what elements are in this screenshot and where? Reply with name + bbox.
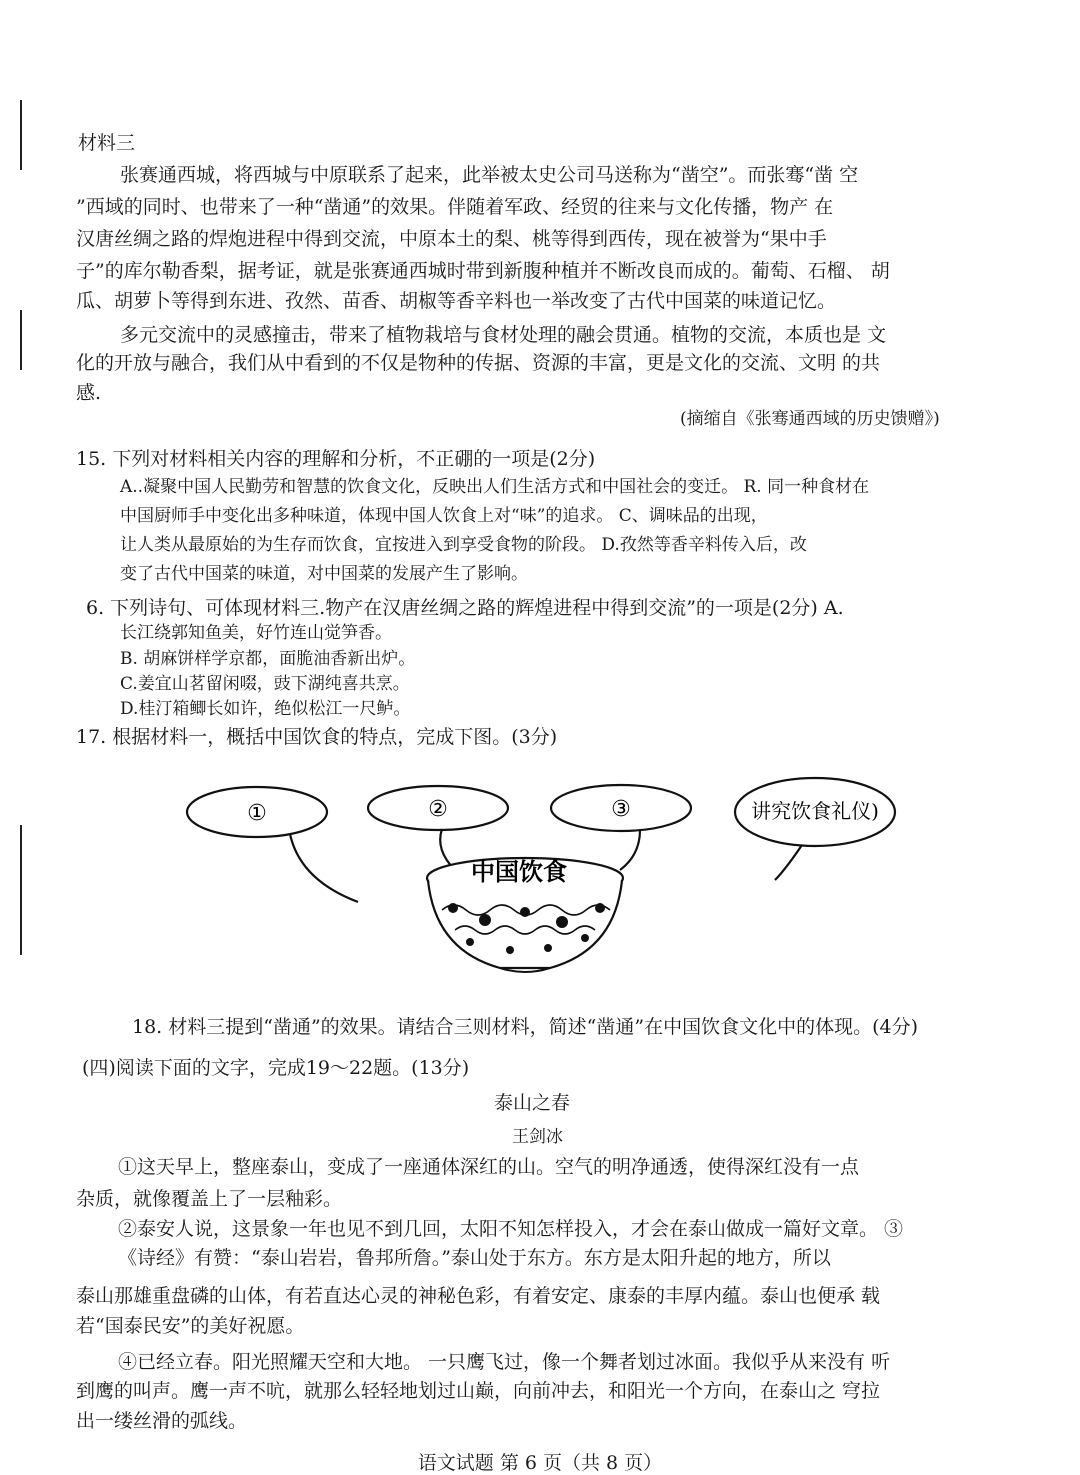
material3-p1-line: 张赛通西城，将西城与中原联系了起来，此举被太史公司马送称为“凿空”。而张骞“凿 空 <box>120 164 859 186</box>
bubble-3-label: ③ <box>611 797 631 822</box>
bowl-icon <box>427 858 623 972</box>
bubble-1 <box>187 787 358 902</box>
material3-source: (摘缩自《张骞通西域的历史馈赠》) <box>680 409 940 429</box>
page-footer: 语文试题 第 6 页（共 8 页） <box>417 1452 663 1474</box>
article-line: 《诗经》有赞：“泰山岩岩，鲁邦所詹。”泰山处于东方。东方是太阳升起的地方，所以 <box>118 1247 831 1269</box>
article-title: 泰山之春 <box>494 1092 571 1114</box>
bowl-label: 中国饮食 <box>471 858 567 886</box>
q15-option-line: 让人类从最原始的为生存而饮食，宜按进入到享受食物的阶段。 D.孜然等香辛料传入后，改 <box>120 535 807 555</box>
q18-stem: 18. 材料三提到“凿通”的效果。请结合三则材料，简述“凿通”在中国饮食文化中的体现。(4分) <box>132 1016 919 1038</box>
material3-p2-line: 化的开放与融合，我们从中看到的不仅是物种的传据、资源的丰富，更是文化的交流、文明 的共 <box>76 352 881 374</box>
article-line: ②泰安人说，这景象一年也见不到几回，太阳不知怎样投入，才会在泰山做成一篇好文章。 ③ <box>118 1218 904 1240</box>
article-line: ④已经立春。阳光照耀天空和大地。 一只鹰飞过，像一个舞者划过冰面。我似乎从来没有 听 <box>118 1351 891 1373</box>
margin-mark <box>20 100 22 170</box>
material3-p1-line: 子”的库尔勒香梨，据考证，就是张赛通西城时带到新腹种植并不断改良而成的。葡萄、石榴、 胡 <box>76 260 890 282</box>
material3-heading: 材料三 <box>78 132 136 154</box>
article-author: 王剑冰 <box>512 1127 563 1147</box>
material3-p1-line: ”西域的同时、也带来了一种“凿通”的效果。伴随着军政、经贸的往来与文化传播，物产 在 <box>76 196 834 218</box>
material3-p1-line: 瓜、胡萝卜等得到东进、孜然、苗香、胡椒等香辛料也一举改变了古代中国菜的味道记忆。 <box>76 290 837 312</box>
bubble-1-label: ① <box>247 801 267 826</box>
bubble-3 <box>551 785 691 870</box>
article-line: 出一缕丝滑的弧线。 <box>76 1410 248 1432</box>
material3-p1-line: 汉唐丝绸之路的焊炮进程中得到交流，中原本土的梨、桃等得到西传，现在被誉为“果中手 <box>76 228 827 250</box>
article-line: 到鹰的叫声。鹰一声不吭，就那么轻轻地划过山巅，向前冲去，和阳光一个方向，在泰山之 穹拉 <box>76 1380 881 1402</box>
section4-stem: (四)阅读下面的文字，完成19～22题。(13分) <box>82 1057 470 1079</box>
q16-option-line: D.桂汀箱鲫长如许，绝似松江一尺鲈。 <box>120 699 411 719</box>
margin-mark <box>20 825 22 955</box>
bubble-4 <box>735 778 895 880</box>
q15-option-line: 中国厨师手中变化出多种味道，体现中国人饮食上对“味”的追求。 C、调味品的出现， <box>120 506 768 526</box>
q16-option-line: B. 胡麻饼样学京都，面脆油香新出炉。 <box>120 649 416 669</box>
article-line: 泰山那雄重盘磷的山体，有若直达心灵的神秘色彩，有着安定、康泰的丰厚内蕴。泰山也便承 载 <box>76 1285 881 1307</box>
article-line: ①这天早上，整座泰山，变成了一座通体深红的山。空气的明净通透，使得深红没有一点 <box>118 1156 860 1178</box>
q16-stem: 6. 下列诗句、可体现材料三.物产在汉唐丝绸之路的辉煌进程中得到交流”的一项是(2分) A. <box>86 597 844 619</box>
q15-option-line: A..凝聚中国人民勤劳和智慧的饮食文化，反映出人们生活方式和中国社会的变迁。 R. 同一种食材在 <box>120 477 870 497</box>
material3-p2-line: 多元交流中的灵感撞击，带来了植物栽培与食材处理的融会贯通。植物的交流，本质也是 文 <box>120 324 887 346</box>
q16-option-line: 长江绕郭知鱼美，好竹连山觉笋香。 <box>120 623 392 643</box>
q15-stem: 15. 下列对材料相关内容的理解和分析，不正硼的一项是(2分) <box>76 448 596 470</box>
q15-option-line: 变了古代中国菜的味道，对中国菜的发展产生了影响。 <box>120 564 528 584</box>
article-line: 杂质，就像覆盖上了一层釉彩。 <box>76 1188 343 1210</box>
food-characteristics-diagram <box>170 770 900 990</box>
q17-stem: 17. 根据材料一，概括中国饮食的特点，完成下图。(3分) <box>76 726 558 748</box>
material3-p2-line: 感. <box>76 382 102 404</box>
q16-option-line: C.姜宜山茗留闲啜，豉下湖纯喜共烹。 <box>120 674 410 694</box>
bubble-2-label: ② <box>428 797 448 822</box>
bubble-4-label: 讲究饮食礼仪) <box>751 799 879 823</box>
article-line: 若“国泰民安”的美好祝愿。 <box>76 1315 305 1337</box>
margin-mark <box>20 310 22 370</box>
